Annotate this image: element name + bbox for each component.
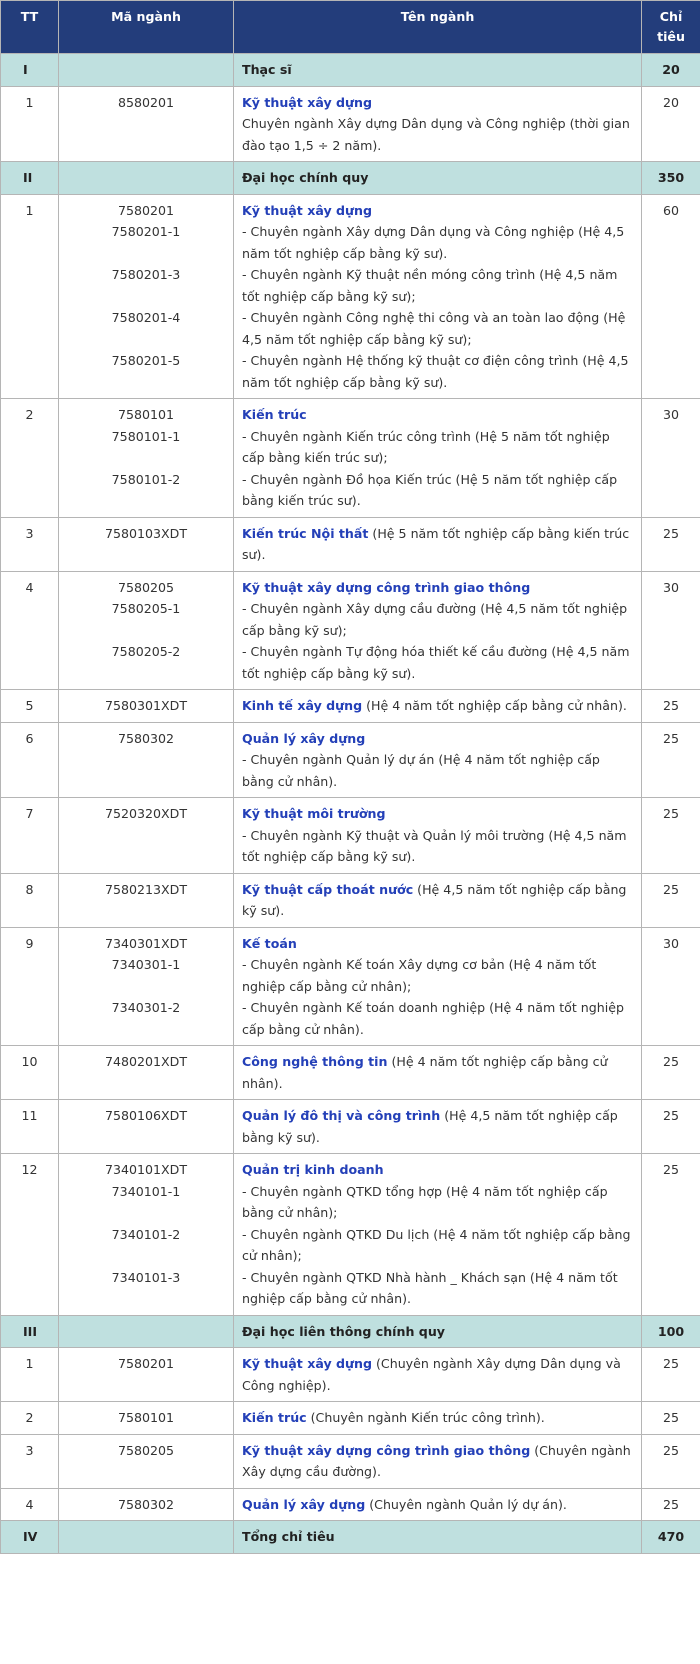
row-name-cell: [234, 571, 642, 690]
table-row: [1, 798, 700, 874]
row-tt: 8: [1, 873, 59, 927]
section-name: Tổng chỉ tiêu: [234, 1521, 642, 1554]
row-name-cell: [234, 690, 642, 723]
row-tt: 4: [1, 1488, 59, 1521]
row-code: 7580301XDT: [59, 690, 234, 723]
major-name: Quản lý đô thị và công trình: [242, 1108, 441, 1123]
row-quota: 25: [642, 1348, 700, 1402]
row-name-cell: [234, 927, 642, 1046]
major-name: Kỹ thuật xây dựng công trình giao thông: [242, 1442, 531, 1458]
row-code: 7580106XDT: [59, 1100, 234, 1154]
major-detail: - Chuyên ngành Kỹ thuật và Quản lý môi trường (Hệ 4,5 năm tốt nghiệp cấp bằng kỹ sư).: [242, 827, 627, 864]
major-detail: (Chuyên ngành Kiến trúc công trình).: [306, 1410, 545, 1425]
row-tt: 1: [1, 1348, 59, 1402]
table-row: [1, 399, 700, 518]
header-quota: Chỉ tiêu: [642, 1, 700, 54]
major-detail: (Hệ 5 năm tốt nghiệp cấp bằng kiến trúc sư).: [242, 525, 630, 562]
row-code: 7340101-3: [111, 1269, 181, 1285]
row-code-cell: [59, 194, 234, 399]
row-quota: 25: [642, 690, 700, 723]
row-tt: 10: [1, 1046, 59, 1100]
section-row-masters: [1, 54, 700, 87]
section-code: [59, 1521, 234, 1554]
major-name: Kỹ thuật xây dựng: [242, 1356, 372, 1371]
major-detail: (Hệ 4,5 năm tốt nghiệp cấp bằng kỹ sư).: [242, 1108, 618, 1145]
section-name: Đại học chính quy: [234, 162, 642, 195]
row-code: 7480201XDT: [59, 1046, 234, 1100]
row-tt: 7: [1, 798, 59, 874]
section-tt: III: [1, 1315, 59, 1348]
section-tt: I: [1, 54, 59, 87]
table-row: [1, 927, 700, 1046]
row-tt: 1: [1, 86, 59, 162]
row-code: 7580205-1: [111, 601, 181, 616]
section-quota: 470: [642, 1521, 700, 1554]
major-detail: - Chuyên ngành Xây dựng Dân dụng và Công nghiệp (Hệ 4,5 năm tốt nghiệp cấp bằng kỹ sư).: [242, 224, 625, 261]
row-code: 7580205: [117, 579, 175, 595]
major-detail: - Chuyên ngành Kế toán doanh nghiệp (Hệ 4 năm tốt nghiệp cấp bằng cử nhân).: [242, 1000, 624, 1037]
major-name: Kỹ thuật xây dựng công trình giao thông: [242, 579, 531, 595]
major-detail: (Hệ 4 năm tốt nghiệp cấp bằng cử nhân).: [242, 1054, 608, 1091]
row-name-cell: [234, 798, 642, 874]
major-detail: Chuyên ngành Xây dựng Dân dụng và Công nghiệp (thời gian đào tạo 1,5 ÷ 2 năm).: [242, 116, 630, 153]
row-name-cell: [234, 517, 642, 571]
major-name: Kỹ thuật môi trường: [242, 806, 386, 821]
row-code: 7580201-3: [111, 267, 181, 282]
row-code: 7580201: [117, 202, 175, 218]
row-quota: 25: [642, 1402, 700, 1435]
section-quota: 100: [642, 1315, 700, 1348]
table-row: [1, 517, 700, 571]
major-name: Kỹ thuật xây dựng: [242, 94, 372, 110]
row-quota: 25: [642, 1488, 700, 1521]
section-row-transfer: [1, 1315, 700, 1348]
major-name: Kiến trúc Nội thất: [242, 525, 369, 541]
major-detail: - Chuyên ngành Quản lý dự án (Hệ 4 năm tốt nghiệp cấp bằng cử nhân).: [242, 752, 600, 789]
row-name-cell: [234, 1402, 642, 1435]
row-name-cell: [234, 399, 642, 518]
row-quota: 30: [642, 927, 700, 1046]
major-detail: (Chuyên ngành Xây dựng cầu đường).: [242, 1442, 631, 1479]
row-code: 7580201-5: [111, 353, 181, 368]
major-detail: - Chuyên ngành Đồ họa Kiến trúc (Hệ 5 năm tốt nghiệp cấp bằng kiến trúc sư).: [242, 471, 618, 508]
major-detail: - Chuyên ngành Tự động hóa thiết kế cầu đường (Hệ 4,5 năm tốt nghiệp cấp bằng kỹ sư).: [242, 644, 630, 681]
header-tt: TT: [1, 1, 59, 54]
major-detail: (Chuyên ngành Quản lý dự án).: [365, 1496, 567, 1512]
row-code: 8580201: [59, 86, 234, 162]
row-quota: 25: [642, 722, 700, 798]
row-code: 7520320XDT: [59, 798, 234, 874]
row-tt: 5: [1, 690, 59, 723]
major-detail: - Chuyên ngành Công nghệ thi công và an toàn lao động (Hệ 4,5 năm tốt nghiệp cấp bằng kỹ sư);: [242, 310, 626, 347]
major-detail: - Chuyên ngành Kế toán Xây dựng cơ bản (Hệ 4 năm tốt nghiệp cấp bằng cử nhân);: [242, 957, 597, 994]
row-quota: 25: [642, 1046, 700, 1100]
row-code: 7340101-2: [111, 1226, 181, 1242]
row-name-cell: [234, 1434, 642, 1488]
row-code-cell: [59, 571, 234, 690]
row-name-cell: [234, 1348, 642, 1402]
table-row: [1, 1434, 700, 1488]
row-code: 7580201: [59, 1348, 234, 1402]
row-quota: 30: [642, 399, 700, 518]
major-name: Kiến trúc: [242, 1410, 307, 1425]
row-tt: 3: [1, 1434, 59, 1488]
row-name-cell: [234, 722, 642, 798]
major-name: Kỹ thuật cấp thoát nước: [242, 881, 414, 897]
row-code: 7580201-4: [111, 310, 181, 325]
row-tt: 1: [1, 194, 59, 399]
major-detail: - Chuyên ngành Hệ thống kỹ thuật cơ điện công trình (Hệ 4,5 năm tốt nghiệp cấp bằng kỹ sư).: [242, 353, 629, 390]
table-row: [1, 1046, 700, 1100]
row-tt: 3: [1, 517, 59, 571]
row-name-cell: [234, 1100, 642, 1154]
table-row: [1, 1348, 700, 1402]
row-name-cell: [234, 1488, 642, 1521]
row-quota: 25: [642, 517, 700, 571]
row-code: 7580205: [59, 1434, 234, 1488]
row-code: 7340101XDT: [104, 1162, 188, 1177]
major-detail: - Chuyên ngành QTKD Nhà hành _ Khách sạn (Hệ 4 năm tốt nghiệp cấp bằng cử nhân).: [242, 1269, 618, 1306]
major-name: Quản lý xây dựng: [242, 730, 366, 746]
table-row: [1, 571, 700, 690]
row-quota: 60: [642, 194, 700, 399]
row-code: 7340301XDT: [104, 935, 188, 951]
row-code: 7580101-2: [111, 471, 181, 487]
major-detail: - Chuyên ngành Kỹ thuật nền móng công trình (Hệ 4,5 năm tốt nghiệp cấp bằng kỹ sư);: [242, 267, 618, 304]
row-code-cell: [59, 1154, 234, 1316]
row-quota: 20: [642, 86, 700, 162]
row-quota: 30: [642, 571, 700, 690]
row-code-cell: [59, 399, 234, 518]
row-tt: 11: [1, 1100, 59, 1154]
section-row-undergrad: [1, 162, 700, 195]
major-detail: (Hệ 4,5 năm tốt nghiệp cấp bằng kỹ sư).: [242, 881, 627, 918]
major-detail: (Hệ 4 năm tốt nghiệp cấp bằng cử nhân).: [362, 698, 627, 713]
major-detail: - Chuyên ngành QTKD Du lịch (Hệ 4 năm tốt nghiệp cấp bằng cử nhân);: [242, 1226, 631, 1263]
major-detail: - Chuyên ngành Kiến trúc công trình (Hệ 5 năm tốt nghiệp cấp bằng kiến trúc sư);: [242, 428, 610, 465]
row-name-cell: [234, 1046, 642, 1100]
row-code: 7580302: [59, 1488, 234, 1521]
major-name: Kiến trúc: [242, 407, 307, 422]
row-code: 7580101-1: [111, 428, 181, 444]
row-name-cell: [234, 873, 642, 927]
row-code: 7580205-2: [111, 644, 181, 659]
major-detail: (Chuyên ngành Xây dựng Dân dụng và Công nghiệp).: [242, 1356, 621, 1393]
row-quota: 25: [642, 1154, 700, 1316]
section-row-total: [1, 1521, 700, 1554]
major-name: Kế toán: [242, 935, 297, 951]
table-row: [1, 1488, 700, 1521]
major-name: Quản trị kinh doanh: [242, 1162, 384, 1177]
row-code: 7580302: [59, 722, 234, 798]
major-name: Kinh tế xây dựng: [242, 698, 363, 713]
row-name-cell: [234, 1154, 642, 1316]
section-quota: 350: [642, 162, 700, 195]
row-tt: 2: [1, 1402, 59, 1435]
row-name-cell: [234, 194, 642, 399]
row-code: 7580103XDT: [59, 517, 234, 571]
table-row: [1, 194, 700, 399]
row-code: 7580213XDT: [59, 873, 234, 927]
row-tt: 9: [1, 927, 59, 1046]
row-tt: 12: [1, 1154, 59, 1316]
row-code: 7340301-1: [111, 957, 181, 972]
major-name: Kỹ thuật xây dựng: [242, 202, 372, 218]
section-quota: 20: [642, 54, 700, 87]
table-row: [1, 1402, 700, 1435]
row-code: 7340301-2: [111, 1000, 181, 1015]
table-row: [1, 690, 700, 723]
major-name: Quản lý xây dựng: [242, 1496, 366, 1512]
section-name: Đại học liên thông chính quy: [234, 1315, 642, 1348]
table-row: [1, 1100, 700, 1154]
major-name: Công nghệ thông tin: [242, 1054, 388, 1069]
row-code: 7580101: [117, 407, 175, 422]
section-code: [59, 162, 234, 195]
section-code: [59, 1315, 234, 1348]
table-row: [1, 1154, 700, 1316]
table-row: [1, 722, 700, 798]
row-code: 7580201-1: [111, 224, 181, 239]
row-quota: 25: [642, 798, 700, 874]
header-code: Mã ngành: [59, 1, 234, 54]
row-name-cell: [234, 86, 642, 162]
row-tt: 6: [1, 722, 59, 798]
table-row: [1, 86, 700, 162]
table-header-row: [1, 1, 700, 54]
row-code: 7340101-1: [111, 1183, 181, 1199]
row-quota: 25: [642, 1434, 700, 1488]
row-tt: 4: [1, 571, 59, 690]
section-tt: II: [1, 162, 59, 195]
row-code-cell: [59, 927, 234, 1046]
row-quota: 25: [642, 1100, 700, 1154]
row-quota: 25: [642, 873, 700, 927]
major-detail: - Chuyên ngành QTKD tổng hợp (Hệ 4 năm tốt nghiệp cấp bằng cử nhân);: [242, 1183, 608, 1220]
major-detail: - Chuyên ngành Xây dựng cầu đường (Hệ 4,5 năm tốt nghiệp cấp bằng kỹ sư);: [242, 601, 628, 638]
row-tt: 2: [1, 399, 59, 518]
section-name: Thạc sĩ: [234, 54, 642, 87]
section-code: [59, 54, 234, 87]
header-name: Tên ngành: [234, 1, 642, 54]
row-code: 7580101: [59, 1402, 234, 1435]
table-row: [1, 873, 700, 927]
section-tt: IV: [1, 1521, 59, 1554]
